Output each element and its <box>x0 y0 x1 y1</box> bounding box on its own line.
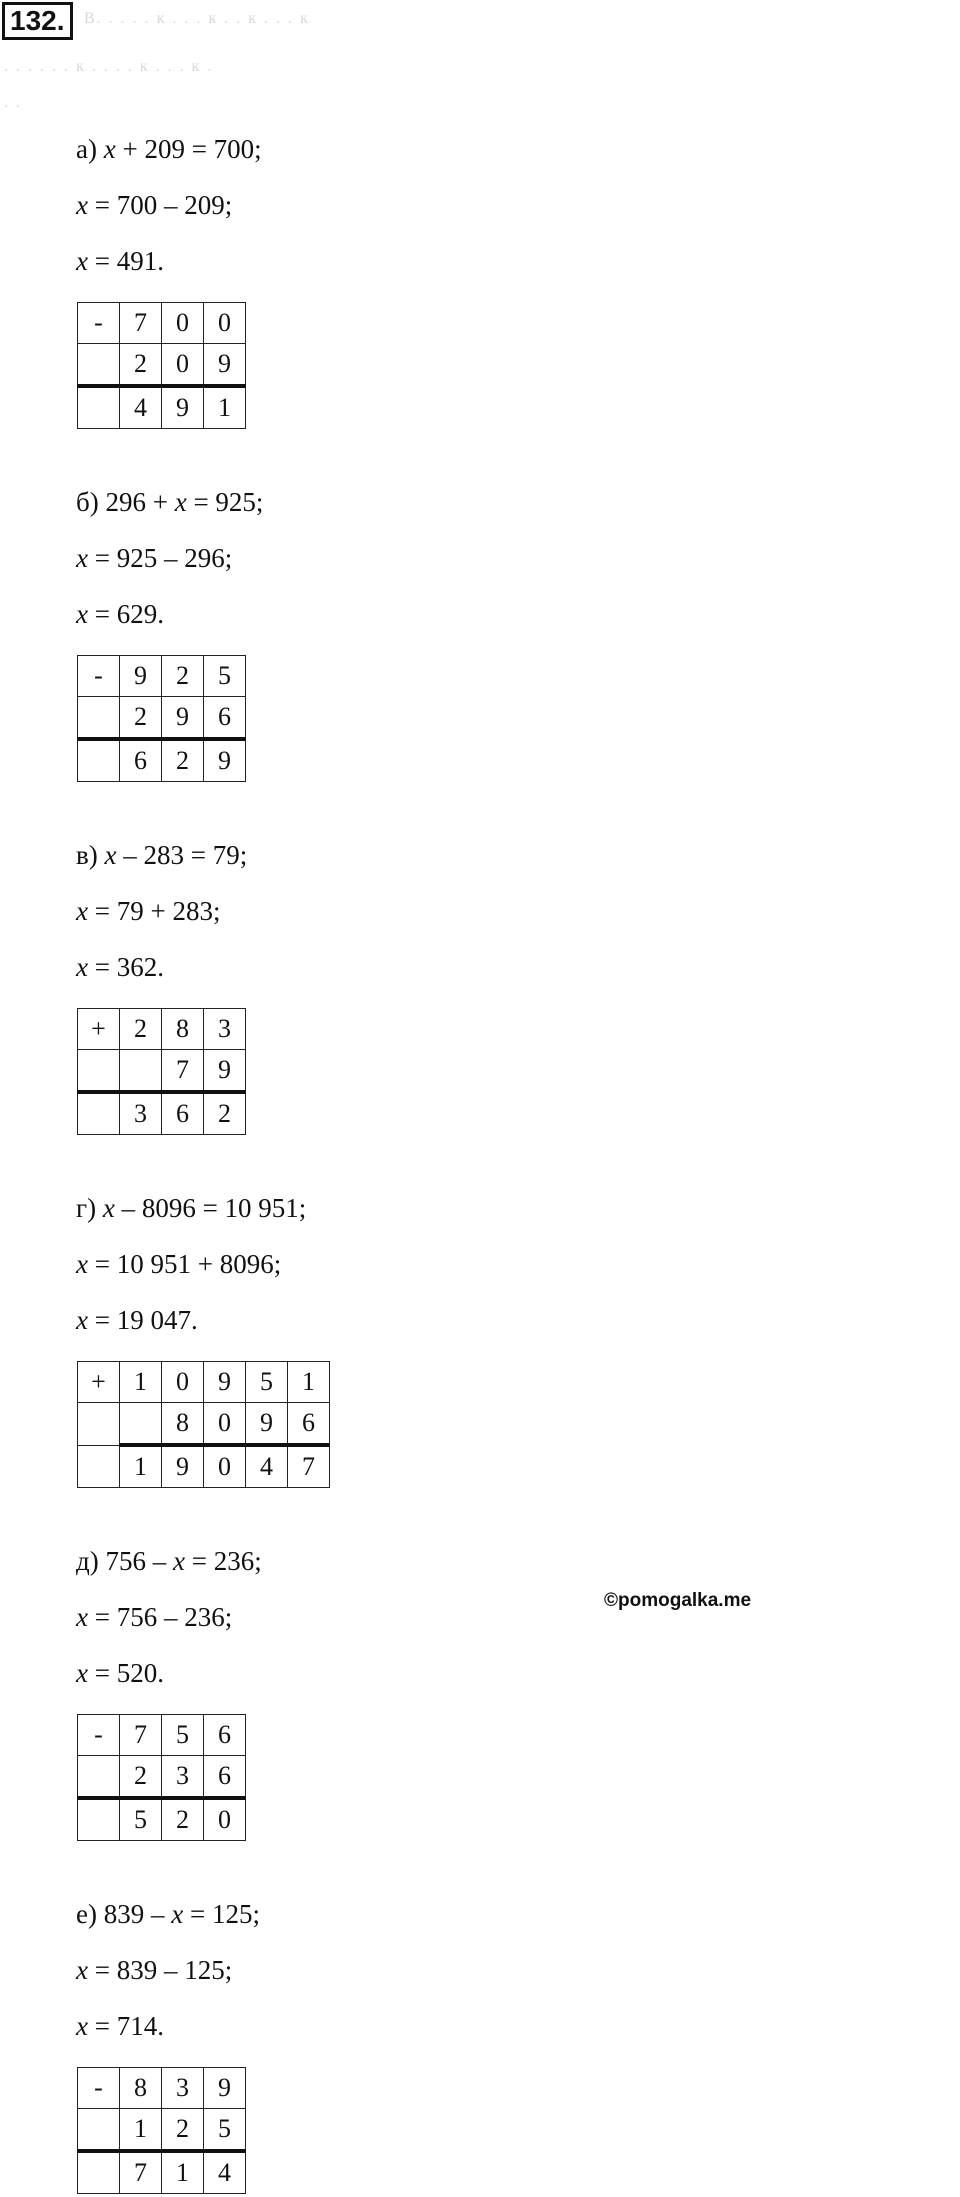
calc-row <box>78 2068 246 2109</box>
calc-row <box>78 2151 246 2194</box>
calc-cell <box>78 697 120 740</box>
calc-cell: 2 <box>162 739 204 782</box>
equation-line-step: x = 756 – 236; <box>76 1602 233 1632</box>
calc-cell: 5 <box>162 1715 204 1756</box>
calc-cell: 9 <box>204 344 246 387</box>
calc-cell: 0 <box>162 344 204 387</box>
calc-row <box>78 1798 246 1841</box>
calc-cell: 6 <box>204 1756 246 1799</box>
calc-cell: 8 <box>120 2068 162 2109</box>
calc-row <box>78 1362 330 1403</box>
calc-row <box>78 344 246 387</box>
calc-cell: 9 <box>204 2068 246 2109</box>
calc-cell: 0 <box>204 1403 246 1446</box>
calc-cell: 0 <box>162 303 204 344</box>
calc-cell <box>78 739 120 782</box>
calc-cell <box>78 1403 120 1446</box>
column-calculation <box>77 655 246 782</box>
calc-cell: 4 <box>246 1445 288 1488</box>
calc-cell: 5 <box>204 2109 246 2152</box>
equation-line-ans: x = 520. <box>76 1658 164 1688</box>
calc-row <box>78 656 246 697</box>
calc-cell: 9 <box>204 739 246 782</box>
calc-cell: - <box>78 303 120 344</box>
equation-line-ans: x = 362. <box>76 952 164 982</box>
calc-cell: 0 <box>204 303 246 344</box>
equation-line-eq: е) 839 – x = 125; <box>76 1899 260 1929</box>
calc-row <box>78 2109 246 2152</box>
calc-cell: 5 <box>246 1362 288 1403</box>
calc-cell: 2 <box>120 344 162 387</box>
calc-cell: 6 <box>162 1092 204 1135</box>
calc-cell <box>78 1756 120 1799</box>
equation-line-ans: x = 714. <box>76 2011 164 2041</box>
equation-line-step: x = 839 – 125; <box>76 1955 233 1985</box>
calc-cell: - <box>78 2068 120 2109</box>
calc-cell: 7 <box>120 303 162 344</box>
equation-line-eq: б) 296 + x = 925; <box>76 487 264 517</box>
calc-cell: 9 <box>204 1362 246 1403</box>
calc-cell <box>78 386 120 429</box>
calc-cell <box>78 344 120 387</box>
calc-cell: 2 <box>162 1798 204 1841</box>
calc-row <box>78 739 246 782</box>
calc-cell: 1 <box>120 1445 162 1488</box>
calc-row <box>78 303 246 344</box>
equation-line-eq: г) x – 8096 = 10 951; <box>76 1193 307 1223</box>
calc-cell <box>78 1798 120 1841</box>
calc-cell: 6 <box>288 1403 330 1446</box>
problem-number: 132. <box>2 2 73 40</box>
equation-line-step: x = 10 951 + 8096; <box>76 1249 282 1279</box>
calc-cell: + <box>78 1009 120 1050</box>
calc-cell: 9 <box>246 1403 288 1446</box>
calc-cell: 2 <box>120 1009 162 1050</box>
calc-cell: 2 <box>120 1756 162 1799</box>
equation-line-eq: а) x + 209 = 700; <box>76 134 262 164</box>
calc-cell: 1 <box>120 2109 162 2152</box>
calc-cell <box>78 2109 120 2152</box>
calc-cell: 3 <box>204 1009 246 1050</box>
calc-cell: 2 <box>162 656 204 697</box>
calc-cell: 2 <box>120 697 162 740</box>
calc-row <box>78 1445 330 1488</box>
calc-cell: 9 <box>162 697 204 740</box>
calc-cell: 6 <box>120 739 162 782</box>
calc-cell: 6 <box>204 1715 246 1756</box>
calc-cell <box>120 1403 162 1446</box>
calc-row <box>78 1756 246 1799</box>
calc-row <box>78 1092 246 1135</box>
calc-cell: + <box>78 1362 120 1403</box>
calc-row <box>78 1403 330 1446</box>
calc-cell: 0 <box>204 1798 246 1841</box>
calc-cell: 7 <box>288 1445 330 1488</box>
calc-row <box>78 1050 246 1093</box>
calc-cell: 8 <box>162 1009 204 1050</box>
calc-cell <box>120 1050 162 1093</box>
calc-cell <box>78 2151 120 2194</box>
calc-cell: 9 <box>120 656 162 697</box>
watermark: ©pomogalka.me <box>604 1590 752 1611</box>
equation-line-step: x = 925 – 296; <box>76 543 233 573</box>
calc-cell: 5 <box>204 656 246 697</box>
calc-cell: 5 <box>120 1798 162 1841</box>
equation-line-ans: x = 491. <box>76 246 164 276</box>
calc-cell: 7 <box>120 2151 162 2194</box>
calc-cell: 6 <box>204 697 246 740</box>
equation-line-step: x = 79 + 283; <box>76 896 221 926</box>
calc-cell: 0 <box>162 1362 204 1403</box>
equation-line-ans: x = 629. <box>76 599 164 629</box>
calc-cell: 4 <box>204 2151 246 2194</box>
calc-cell: - <box>78 656 120 697</box>
calc-row <box>78 386 246 429</box>
calc-cell <box>78 1092 120 1135</box>
column-calculation <box>77 1361 330 1488</box>
equation-line-step: x = 700 – 209; <box>76 190 233 220</box>
equation-line-ans: x = 19 047. <box>76 1305 198 1335</box>
calc-cell: 9 <box>204 1050 246 1093</box>
calc-cell: - <box>78 1715 120 1756</box>
column-calculation <box>77 2067 246 2194</box>
calc-cell: 4 <box>120 386 162 429</box>
column-calculation <box>77 302 246 429</box>
calc-cell <box>78 1050 120 1093</box>
calc-cell: 1 <box>288 1362 330 1403</box>
column-calculation <box>77 1008 246 1135</box>
calc-cell: 3 <box>162 1756 204 1799</box>
calc-cell: 0 <box>204 1445 246 1488</box>
calc-cell: 1 <box>204 386 246 429</box>
calc-cell: 8 <box>162 1403 204 1446</box>
calc-row <box>78 697 246 740</box>
calc-cell: 7 <box>120 1715 162 1756</box>
calc-cell: 9 <box>162 1445 204 1488</box>
calc-cell: 2 <box>162 2109 204 2152</box>
calc-cell: 1 <box>120 1362 162 1403</box>
calc-cell: 9 <box>162 386 204 429</box>
calc-cell: 3 <box>120 1092 162 1135</box>
equation-line-eq: в) x – 283 = 79; <box>76 840 248 870</box>
calc-cell: 2 <box>204 1092 246 1135</box>
calc-cell <box>78 1445 120 1488</box>
column-calculation <box>77 1714 246 1841</box>
calc-cell: 1 <box>162 2151 204 2194</box>
calc-row <box>78 1009 246 1050</box>
calc-cell: 3 <box>162 2068 204 2109</box>
calc-row <box>78 1715 246 1756</box>
calc-cell: 7 <box>162 1050 204 1093</box>
equation-line-eq: д) 756 – x = 236; <box>76 1546 262 1576</box>
